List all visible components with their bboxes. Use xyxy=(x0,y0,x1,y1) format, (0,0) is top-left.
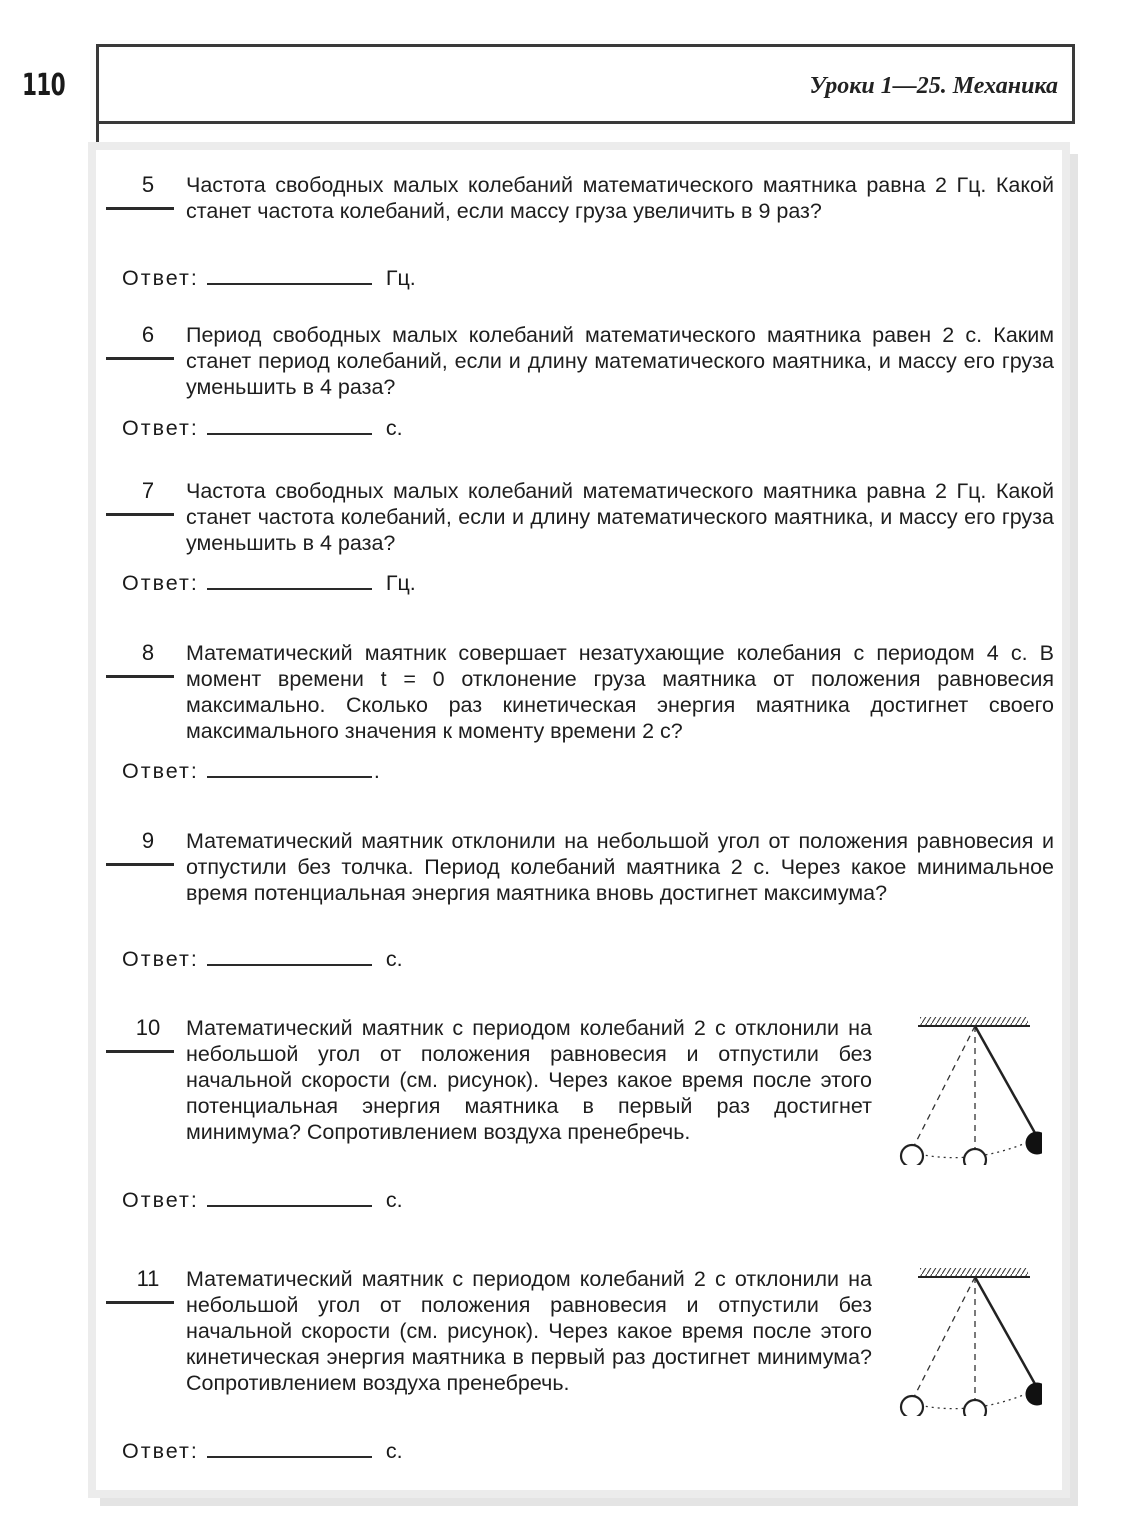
answer-label: Ответ: xyxy=(122,416,199,440)
pendulum-diagram-icon xyxy=(892,1266,1042,1416)
answer-field[interactable] xyxy=(207,946,372,966)
task-number: 9 xyxy=(141,828,155,853)
task-text: Частота свободных малых колебаний математического маятника равна 2 Гц. Какой станет частота колебаний, если и длину математического маятника, и массу его груза уменьшить в 4 раза? xyxy=(186,479,1054,555)
task-list xyxy=(96,150,1062,1490)
page-number: 110 xyxy=(22,68,65,103)
answer-row xyxy=(122,1438,403,1464)
answer-row xyxy=(122,946,403,972)
task-number-underline xyxy=(106,675,174,678)
task-number-underline xyxy=(106,1301,174,1304)
answer-unit: . xyxy=(373,759,380,783)
task-text: Математический маятник отклонили на небольшой угол от положения равновесия и отпустили без толчка. Период колебаний маятника 2 с. Через какое минимальное время потенциальная энергия маятника вновь достигнет максимума? xyxy=(186,829,1054,905)
task-number-underline xyxy=(106,357,174,360)
answer-label: Ответ: xyxy=(122,947,199,971)
answer-label: Ответ: xyxy=(122,1439,199,1463)
answer-label: Ответ: xyxy=(122,571,199,595)
answer-label: Ответ: xyxy=(122,759,199,783)
task-number-underline xyxy=(106,207,174,210)
task-number: 11 xyxy=(136,1266,160,1291)
answer-row xyxy=(122,570,416,596)
task-text: Математический маятник с периодом колебаний 2 с отклонили на небольшой угол от положения равновесия и отпустили без начальной скорости (см. рисунок). Через какое время после этого потенциальная энергия маятника в первый раз достигнет минимума? Сопротивлением воздуха пренебречь. xyxy=(186,1016,872,1144)
task-number: 5 xyxy=(141,172,155,197)
answer-row xyxy=(122,758,380,784)
answer-field[interactable] xyxy=(207,570,372,590)
answer-field[interactable] xyxy=(207,1438,372,1458)
answer-field[interactable] xyxy=(207,1187,372,1207)
task-number: 10 xyxy=(135,1015,161,1040)
answer-row xyxy=(122,415,403,441)
chapter-title: Уроки 1—25. Механика xyxy=(809,73,1058,99)
answer-field[interactable] xyxy=(207,758,372,778)
answer-label: Ответ: xyxy=(122,1188,199,1212)
task-number-underline xyxy=(106,863,174,866)
answer-row xyxy=(122,1187,403,1213)
task-number-underline xyxy=(106,1050,174,1053)
answer-unit: с. xyxy=(385,947,403,971)
answer-unit: с. xyxy=(385,1439,403,1463)
answer-unit: с. xyxy=(385,416,403,440)
answer-field[interactable] xyxy=(207,265,372,285)
page-header xyxy=(96,44,1075,124)
task-text: Математический маятник с периодом колебаний 2 с отклонили на небольшой угол от положения равновесия и отпустили без начальной скорости (см. рисунок). Через какое время после этого кинетическая энергия маятника в первый раз достигнет минимума? Сопротивлением воздуха пренебречь. xyxy=(186,1267,872,1395)
task-text: Математический маятник совершает незатухающие колебания с периодом 4 с. В момент времени t = 0 отклонение груза маятника от положения равновесия максимально. Сколько раз кинетическая энергия маятника достигнет своего максимального значения к моменту времени 2 с? xyxy=(186,641,1054,743)
task-number-underline xyxy=(106,513,174,516)
task-number: 8 xyxy=(141,640,155,665)
answer-label: Ответ: xyxy=(122,266,199,290)
answer-unit: с. xyxy=(385,1188,403,1212)
task-number: 7 xyxy=(141,478,155,503)
answer-field[interactable] xyxy=(207,415,372,435)
task-number: 6 xyxy=(141,322,155,347)
task-text: Частота свободных малых колебаний математического маятника равна 2 Гц. Какой станет частота колебаний, если массу груза увеличить в 9 раз? xyxy=(186,173,1054,223)
answer-row xyxy=(122,265,416,291)
task-text: Период свободных малых колебаний математического маятника равен 2 с. Каким станет период колебаний, если и длину математического маятника, и массу его груза уменьшить в 4 раза? xyxy=(186,323,1054,399)
answer-unit: Гц. xyxy=(385,571,416,595)
answer-unit: Гц. xyxy=(385,266,416,290)
pendulum-diagram-icon xyxy=(892,1015,1042,1165)
